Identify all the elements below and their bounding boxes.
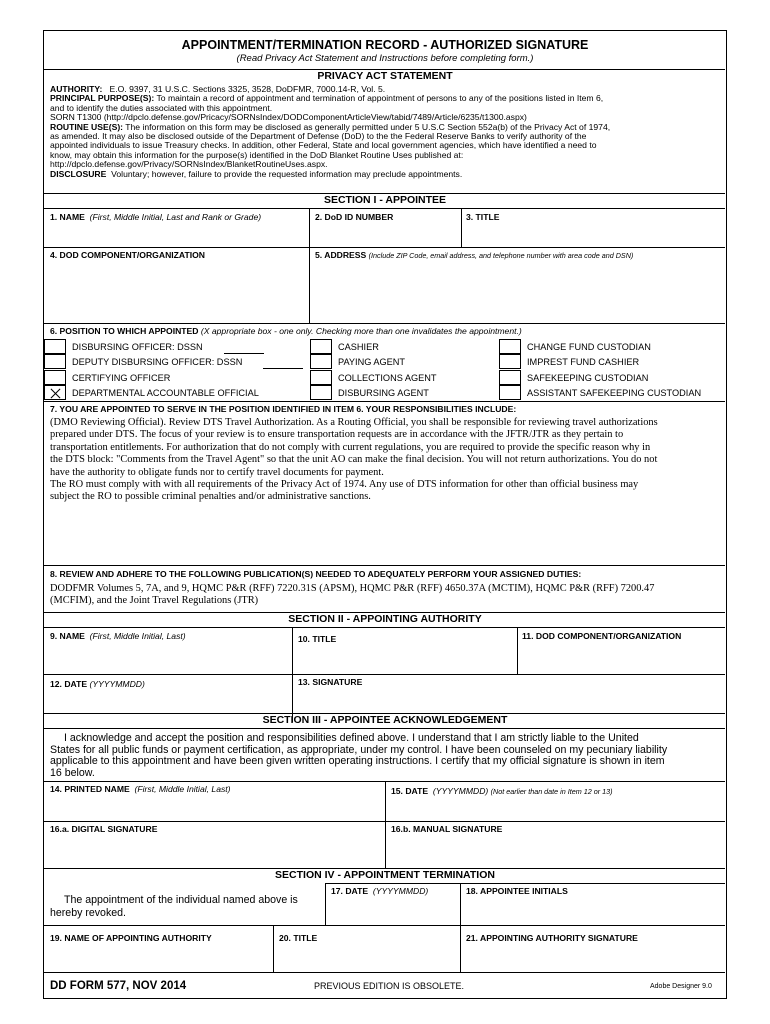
checkbox-certifying-officer[interactable] xyxy=(44,370,66,385)
software-version: Adobe Designer 9.0 xyxy=(650,983,712,990)
purpose-line-2: and to identify the duties associated with this appointment. xyxy=(50,102,273,113)
checkbox-imprest-fund-cashier[interactable] xyxy=(499,354,521,369)
revoked-line-2: hereby revoked. xyxy=(50,907,126,919)
form-title: APPOINTMENT/TERMINATION RECORD - AUTHORIZED SIGNATURE xyxy=(181,38,589,52)
item15-label: 15. DATE (YYYYMMDD) (Not earlier than date in Item 12 or 13) xyxy=(391,786,613,796)
item18-label: 18. APPOINTEE INITIALS xyxy=(466,886,568,896)
item8-label: 8. REVIEW AND ADHERE TO THE FOLLOWING PUBLICATION(S) NEEDED TO ADEQUATELY PERFORM YOUR ASSIGNED DUTIES: xyxy=(50,569,582,579)
routine-line-2: as amended. It may also be disclosed outside of the Department of Defense (DoD) to the the Federal Reserve Banks to verify authority of the xyxy=(50,131,587,142)
routine-line-4: know, may obtain this information for the purpose(s) identified in the DoD Blanket Routine Uses published at: xyxy=(50,149,464,160)
divider xyxy=(44,821,725,822)
item2-label: 2. DoD ID NUMBER xyxy=(315,212,394,222)
position-label-collections-agent: COLLECTIONS AGENT xyxy=(338,373,437,383)
divider xyxy=(44,401,725,402)
section1-heading: SECTION I - APPOINTEE xyxy=(323,194,447,206)
checkbox-departmental-accountable-official[interactable] xyxy=(44,385,66,400)
position-label-paying-agent: PAYING AGENT xyxy=(338,357,406,367)
privacy-heading: PRIVACY ACT STATEMENT xyxy=(317,70,453,82)
responsibilities-line: the DTS block: "Comments from the Travel Agent" so that the unit AO can make the final decision. You will not return authorizations. You do not xyxy=(50,454,658,466)
responsibilities-line: prepared under DTS. The focus of your review is to ensure transportation requests are in accordance with the JFTR/JTR as they pertain to xyxy=(50,429,624,441)
divider xyxy=(44,925,725,926)
checkbox-assistant-safekeeping-custodian[interactable] xyxy=(499,385,521,400)
acknowledgement-line: States for all public funds or payment certification, as appropriate, under my control. I have been counseled on my pecuniary liability xyxy=(50,743,668,756)
item5-label: 5. ADDRESS (Include ZIP Code, email address, and telephone number with area code and DSN) xyxy=(315,250,634,260)
item21-label: 21. APPOINTING AUTHORITY SIGNATURE xyxy=(466,933,638,943)
position-label-safekeeping-custodian: SAFEKEEPING CUSTODIAN xyxy=(527,373,649,383)
checkbox-cashier[interactable] xyxy=(310,339,332,354)
responsibilities-line: transportation entitlements. For authorization that do not comply with current regulations, you are required to provide the specific reason why in xyxy=(50,441,651,453)
form-number: DD FORM 577, NOV 2014 xyxy=(50,980,187,992)
authority-component-field[interactable] xyxy=(518,642,724,674)
item14-label: 14. PRINTED NAME (First, Middle Initial, Last) xyxy=(50,784,231,794)
form-container xyxy=(43,30,727,999)
authority-name-field[interactable] xyxy=(45,642,291,674)
item9-label: 9. NAME (First, Middle Initial, Last) xyxy=(50,631,186,641)
authority-title-field[interactable] xyxy=(293,645,516,674)
item6-label: 6. POSITION TO WHICH APPOINTED (X appropriate box - one only. Checking more than one invalidates the appointment.) xyxy=(50,326,522,336)
printed-name-field[interactable] xyxy=(45,795,384,821)
item16a-label: 16.a. DIGITAL SIGNATURE xyxy=(50,824,158,834)
item12-label: 12. DATE (YYYYMMDD) xyxy=(50,679,145,689)
divider xyxy=(44,565,725,566)
responsibilities-text[interactable] xyxy=(50,417,722,504)
responsibilities-line: (DMO Reviewing Official). Review DTS Travel Authorization. As a Routing Official, you shall be responsible for reviewing travel authorizations xyxy=(50,417,658,428)
item10-label: 10. TITLE xyxy=(298,634,337,644)
authority-line: AUTHORITY: E.O. 9397, 31 U.S.C. Sections 3325, 3528, DoDFMR, 7000.14-R, Vol. 5. xyxy=(50,84,386,94)
position-label-disbursing-agent: DISBURSING AGENT xyxy=(338,388,429,398)
appointee-name-field[interactable] xyxy=(45,223,308,247)
divider xyxy=(44,627,725,628)
dssn-field-2[interactable] xyxy=(263,368,303,369)
responsibilities-line: subject the RO to possible criminal penalties and/or administrative sanctions. xyxy=(50,491,371,503)
item3-label: 3. TITLE xyxy=(466,212,500,222)
routine-line: ROUTINE USE(S): The information on this form may be disclosed as generally permitted under 5 U.S.C Section 552a(b) of the Privacy Act of 1974, xyxy=(50,121,611,132)
checkbox-deputy-disbursing-officer[interactable] xyxy=(44,354,66,369)
purpose-line: PRINCIPAL PURPOSE(S): To maintain a record of appointment and termination of appointment of persons to any of the positions listed in Item 6, xyxy=(50,93,604,104)
address-field[interactable] xyxy=(310,261,724,323)
divider xyxy=(44,208,725,209)
acknowledgement-text xyxy=(50,733,722,779)
divider xyxy=(44,247,725,248)
divider xyxy=(44,728,725,729)
position-label-deputy-disbursing-officer: DEPUTY DISBURSING OFFICER: DSSN xyxy=(72,357,243,367)
item17-label: 17. DATE (YYYYMMDD) xyxy=(331,886,429,896)
checkbox-safekeeping-custodian[interactable] xyxy=(499,370,521,385)
position-label-assistant-safekeeping-custodian: ASSISTANT SAFEKEEPING CUSTODIAN xyxy=(527,388,702,398)
divider xyxy=(44,323,725,324)
publications-line: DODFMR Volumes 5, 7A, and 9, HQMC P&R (RFF) 7220.31S (APSM), HQMC P&R (RFF) 4650.37A (MCTIM), HQMC P&R (RFF) 7200.47 xyxy=(50,583,655,594)
section3-heading: SECTION III - APPOINTEE ACKNOWLEDGEMENT xyxy=(262,714,508,726)
position-label-departmental-accountable-official: DEPARTMENTAL ACCOUNTABLE OFFICIAL xyxy=(72,388,259,398)
acknowledgement-line: 16 below. xyxy=(50,766,95,779)
item19-label: 19. NAME OF APPOINTING AUTHORITY xyxy=(50,933,212,943)
acknowledgement-line: I acknowledge and accept the position and responsibilities defined above. I understand that I am strictly liable to the United xyxy=(64,732,639,744)
checkbox-disbursing-agent[interactable] xyxy=(310,385,332,400)
item13-label: 13. SIGNATURE xyxy=(298,677,363,687)
dod-id-field[interactable] xyxy=(310,223,460,247)
checkbox-paying-agent[interactable] xyxy=(310,354,332,369)
item20-label: 20. TITLE xyxy=(279,933,318,943)
section4-heading: SECTION IV - APPOINTMENT TERMINATION xyxy=(275,869,495,881)
responsibilities-line: have the authority to obligate funds nor to certify travel documents for payment. xyxy=(50,466,384,478)
item4-label: 4. DOD COMPONENT/ORGANIZATION xyxy=(50,250,206,260)
routine-line-5: http://dpclo.defense.gov/Privacy/SORNsIndex/BlanketRoutineUses.aspx. xyxy=(50,159,328,170)
digital-signature-field[interactable] xyxy=(45,835,384,868)
item1-label: 1. NAME (First, Middle Initial, Last and Rank or Grade) xyxy=(50,212,262,222)
position-label-certifying-officer: CERTIFYING OFFICER xyxy=(72,373,171,383)
checkbox-change-fund-custodian[interactable] xyxy=(499,339,521,354)
form-subtitle: (Read Privacy Act Statement and Instructions before completing form.) xyxy=(236,53,534,64)
appointee-title-field[interactable] xyxy=(462,223,724,247)
termination-title-field[interactable] xyxy=(274,944,459,972)
sorn-line: SORN T1300 (http://dpclo.defense.gov/Pricacy/SORNsIndex/DODComponentArticleView/tabid/7489/Article/6235/t1300.aspx) xyxy=(50,112,527,123)
item16b-label: 16.b. MANUAL SIGNATURE xyxy=(391,824,503,834)
dssn-field-1[interactable] xyxy=(224,353,264,354)
acknowledgement-line: applicable to this appointment and have been given written operating instructions. I certify that my official signature is shown in item xyxy=(50,755,665,768)
section2-heading: SECTION II - APPOINTING AUTHORITY xyxy=(288,613,482,625)
position-label-disbursing-officer: DISBURSING OFFICER: DSSN xyxy=(72,342,203,352)
item11-label: 11. DOD COMPONENT/ORGANIZATION xyxy=(522,631,682,641)
checkbox-collections-agent[interactable] xyxy=(310,370,332,385)
publications-text[interactable] xyxy=(50,583,722,608)
publications-line: (MCFIM), and the Joint Travel Regulations (JTR) xyxy=(50,595,259,607)
manual-signature-field[interactable] xyxy=(386,835,724,868)
revoked-line-1: The appointment of the individual named above is xyxy=(64,894,298,906)
disclosure-line: DISCLOSURE Voluntary; however, failure to provide the requested information may preclude appointments. xyxy=(50,168,463,179)
position-label-cashier: CASHIER xyxy=(338,342,379,352)
component-org-field[interactable] xyxy=(45,261,308,323)
divider xyxy=(44,972,725,973)
termination-signature-field[interactable] xyxy=(461,944,724,972)
termination-authority-name-field[interactable] xyxy=(45,944,272,972)
checkbox-disbursing-officer[interactable] xyxy=(44,339,66,354)
position-label-imprest-fund-cashier: IMPREST FUND CASHIER xyxy=(527,357,640,367)
routine-line-3: appointed individuals to issue Treasury checks. In addition, other Federal, State and local government agencies, which have identified a need to xyxy=(50,140,597,151)
obsolete-notice: PREVIOUS EDITION IS OBSOLETE. xyxy=(314,981,465,991)
termination-date-field[interactable] xyxy=(326,897,459,925)
item7-label: 7. YOU ARE APPOINTED TO SERVE IN THE POSITION IDENTIFIED IN ITEM 6. YOUR RESPONSIBILITIES INCLUDE: xyxy=(50,404,517,414)
appointee-date-field[interactable] xyxy=(386,797,724,821)
position-label-change-fund-custodian: CHANGE FUND CUSTODIAN xyxy=(527,342,651,352)
responsibilities-line: The RO must comply with with all requirements of the Privacy Act of 1974. Any use of DTS information for other than official business may xyxy=(50,479,639,491)
divider xyxy=(44,674,725,675)
appointee-initials-field[interactable] xyxy=(461,897,724,925)
privacy-statement xyxy=(50,85,722,179)
divider xyxy=(325,883,725,884)
